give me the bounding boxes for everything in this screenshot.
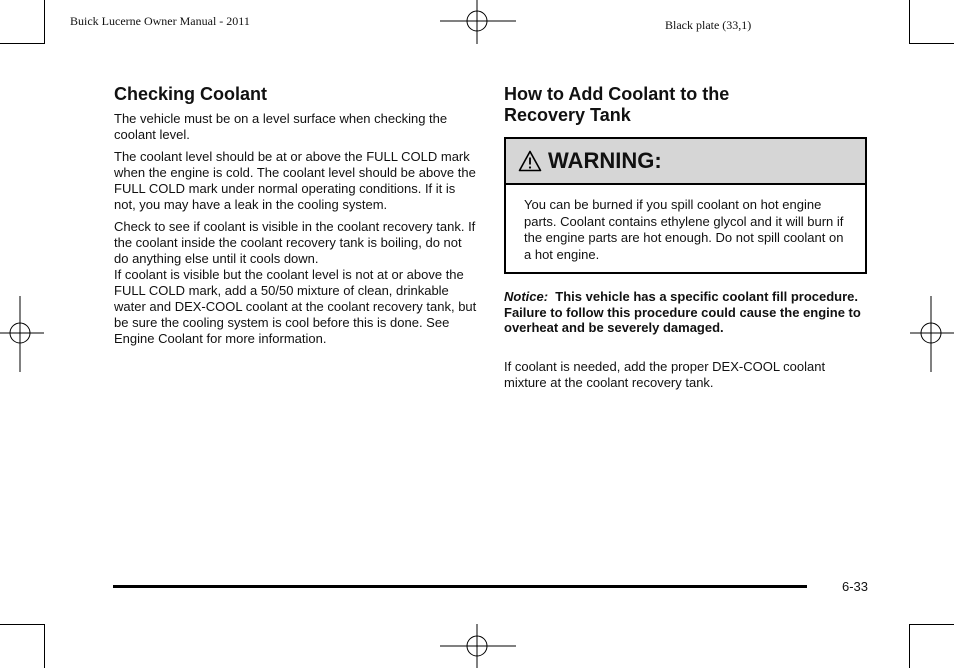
notice-label: Notice: xyxy=(504,289,549,304)
registration-mark-top xyxy=(440,0,516,44)
warning-box xyxy=(504,137,867,274)
notice-text: This vehicle has a specific coolant fill procedure. Failure to follow this procedure could cause the engine to overheat and be severely damaged. xyxy=(504,289,861,335)
warning-text: You can be burned if you spill coolant on hot engine parts. Coolant contains ethylene glycol and it will burn if the engine parts are hot enough. Do not spill coolant on a hot engine. xyxy=(524,197,844,262)
registration-mark-left xyxy=(0,296,44,372)
left-column xyxy=(114,84,478,347)
paragraph: Check to see if coolant is visible in the coolant recovery tank. If the coolant inside the coolant recovery tank is boiling, do not do anything else until it cools down. xyxy=(114,219,476,266)
manual-title-header: Buick Lucerne Owner Manual - 2011 xyxy=(70,14,250,28)
plate-label-header: Black plate (33,1) xyxy=(665,18,752,32)
footer-rule xyxy=(113,585,807,588)
warning-title: WARNING: xyxy=(548,148,662,173)
section-heading-add-coolant xyxy=(504,84,874,126)
warning-header xyxy=(506,139,865,185)
registration-mark-right xyxy=(910,296,954,372)
warning-triangle-icon xyxy=(518,150,542,172)
paragraph: If coolant is needed, add the proper DEX-COOL coolant mixture at the coolant recovery tank. xyxy=(504,359,826,390)
paragraph: The vehicle must be on a level surface when checking the coolant level. xyxy=(114,111,448,142)
heading-line: Recovery Tank xyxy=(504,105,631,125)
section-heading-checking-coolant: Checking Coolant xyxy=(114,84,268,104)
page-number: 6-33 xyxy=(842,579,869,594)
registration-mark-bottom xyxy=(440,624,516,668)
notice-paragraph xyxy=(504,289,866,336)
paragraph: If coolant is visible but the coolant level is not at or above the FULL COLD mark, add a 50/50 mixture of clean, drinkable water and DEX-COOL coolant at the coolant recovery tank, but be sure the cooling system is cool before this is done. See Engine Coolant for more information. xyxy=(114,267,477,346)
heading-line: How to Add Coolant to the xyxy=(504,84,730,104)
paragraph: The coolant level should be at or above the FULL COLD mark when the engine is cold. The coolant level should be above the FULL COLD mark under normal operating conditions. If it is not, you may have a leak in the cooling system. xyxy=(114,149,476,212)
